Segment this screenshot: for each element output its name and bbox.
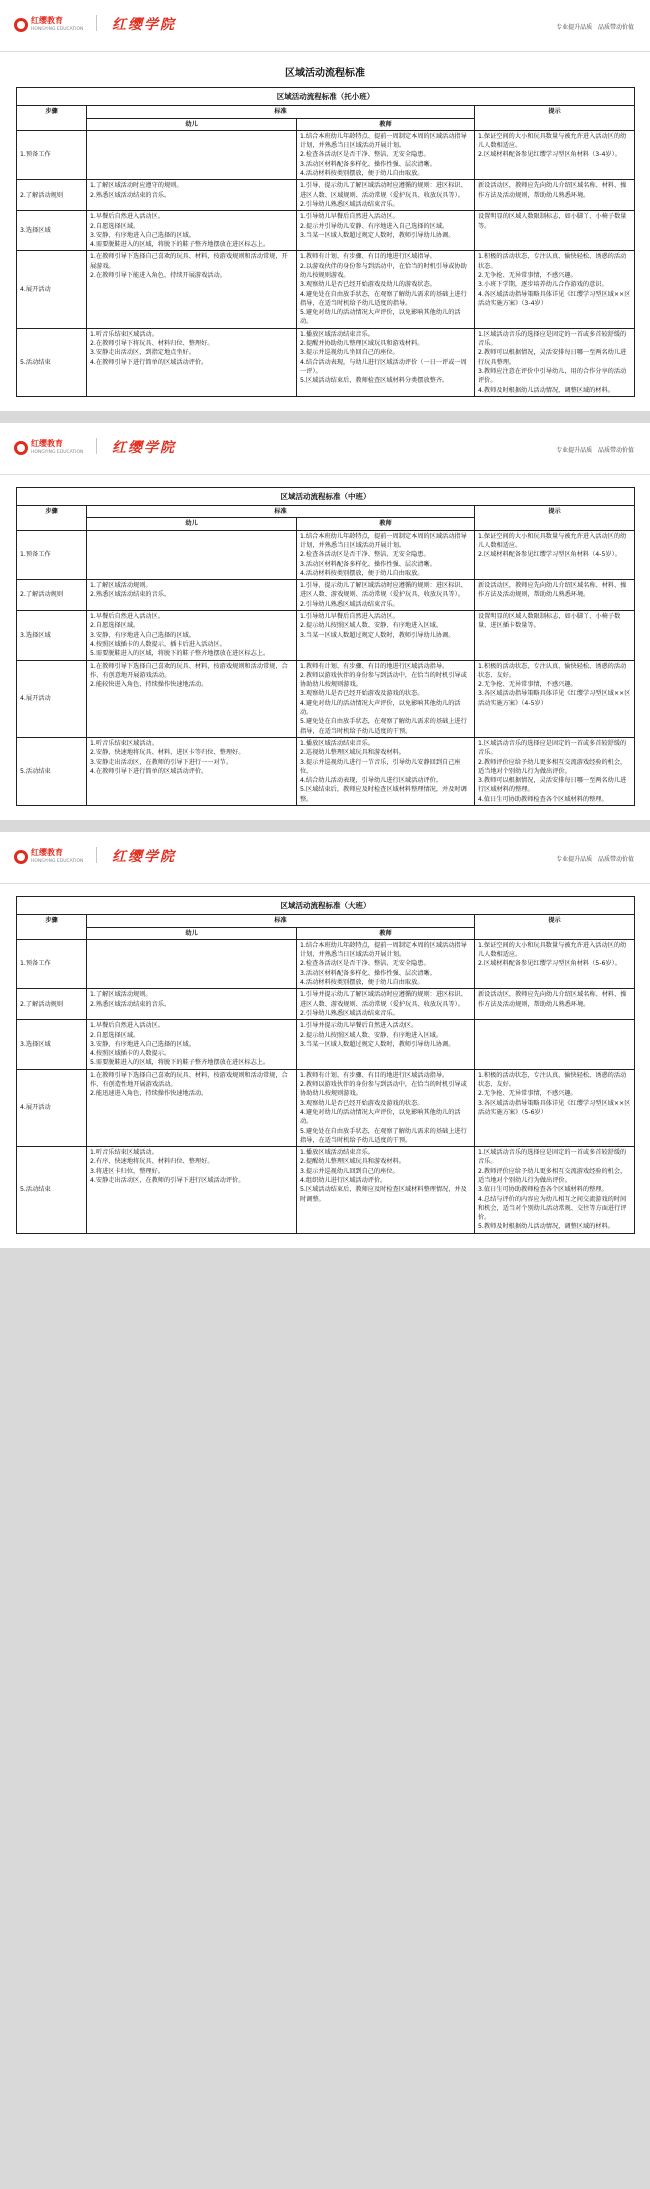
child-cell xyxy=(87,1147,297,1234)
step-cell: 2.了解活动规则 xyxy=(17,989,87,1020)
table-row xyxy=(17,580,635,611)
table-row xyxy=(17,180,635,211)
cell-line: 5.区域活动结束后，教师应及时检查区域材料整理情况，并及时调整。 xyxy=(300,1186,467,1203)
table-row xyxy=(17,251,635,328)
cell-line: 4.避免对幼儿的活动情况大声评价，以免影响其他幼儿的活动。 xyxy=(300,699,461,717)
cell-line: 3.当某一区域人数超过规定人数时，教师引导幼儿协调。 xyxy=(300,1040,455,1048)
cell-line: 2.教师以游戏伙伴的身份参与到活动中，在恰当的时机引导或协助幼儿按规则游戏。 xyxy=(300,1081,467,1098)
tip-cell xyxy=(475,180,635,211)
page-header xyxy=(0,423,650,475)
logo-mark-icon xyxy=(14,441,28,455)
cell-line: 1.积极的活动状态，专注认真、愉快轻松、诱惑的活动状态、友好。 xyxy=(478,662,627,679)
header-step: 步骤 xyxy=(17,106,87,131)
cell-line: 4.总结与评价的内容应为幼儿相互之间交流游戏的时间和机会，适当对个别幼儿活动常规、交往等方面进行评价。 xyxy=(478,1195,627,1222)
slogan: 专业提升品质 品质带动价值 xyxy=(556,24,634,31)
brand-name xyxy=(31,16,83,34)
cell-line: 1.在教师引导下选择自己喜欢的玩具、材料，按游戏规则和活动常规，合作、有创意地开展游戏活动。 xyxy=(90,662,288,679)
cell-line: 4.结合幼儿活动表现，引导幼儿进行区域活动评价。 xyxy=(300,777,443,785)
cell-line: 3.提示并巡视幼儿进行一节音乐，引导幼儿安静回到自己座位。 xyxy=(300,758,461,775)
cell-line: 2.区域材料配备参见红缨学习型区角材料（4-5岁）。 xyxy=(478,551,621,559)
cell-line: 2.教师可以根据情况，灵活安排每日哪一至两名幼儿进行玩具整理。 xyxy=(478,349,627,366)
cell-line: 3.活动区材料配备多样化、操作性强、层次清晰。 xyxy=(300,560,436,568)
child-cell xyxy=(87,251,297,328)
brand-name xyxy=(31,439,83,457)
table-row xyxy=(17,989,635,1020)
cell-line: 4.在教师引导下进行简单的区域活动评价。 xyxy=(90,767,208,775)
logo-mark-icon xyxy=(14,18,28,32)
logo-mark-icon xyxy=(14,850,28,864)
cell-line: 3.提示并巡视幼儿回到自己的座位。 xyxy=(300,1167,399,1175)
cell-line: 1.引导并提示幼儿了解区域活动时应遵循的规则：进区标识、进区人数、游戏规则、活动常规（爱护玩具、收放玩具等）。 xyxy=(300,991,467,1008)
slogan: 专业提升品质 品质带动价值 xyxy=(556,446,634,454)
step-cell: 5.活动结束 xyxy=(17,737,87,805)
table-caption: 区域活动流程标准（大班） xyxy=(17,897,635,915)
cell-line: 设置明显的区域人数限制标志，如小脚丫、小椅子数量、进区插卡数量等。 xyxy=(478,613,621,630)
cell-line: 3.将进区卡归位，整理好。 xyxy=(90,1167,164,1175)
cell-line: 3.教师可以根据情况，灵活安排每日哪一至两名幼儿进行区域材料的整理。 xyxy=(478,777,627,794)
cell-line: 2.无争抢、无异常事情，不感兴趣。 xyxy=(478,681,577,689)
table-caption: 区域活动流程标准（中班） xyxy=(17,487,635,505)
academy-name: 红缨学院 xyxy=(112,17,176,33)
cell-line: 4.教师及时根据幼儿活动情况，调整区域的材料。 xyxy=(478,386,614,394)
cell-line: 1.保证空间的大小和玩具数量与被允许进入活动区的幼儿人数相适应。 xyxy=(478,132,627,150)
child-cell xyxy=(87,1069,297,1146)
page-title: 区域活动流程标准 xyxy=(285,68,365,79)
header-child: 幼儿 xyxy=(87,518,297,530)
cell-line: 2.熟悉区域活动结束的音乐。 xyxy=(90,591,171,599)
cell-line: 1.了解区域活动规则。 xyxy=(90,991,152,999)
cell-line: 3.安静走出活动区，到指定地点坐好。 xyxy=(90,349,195,357)
cell-line: 1.在教师引导下选择自己喜欢的玩具、材料，按游戏规则和活动常规，开展游戏。 xyxy=(90,253,288,270)
logo-subtext: HONGYING EDUCATION xyxy=(31,449,84,455)
step-cell: 2.了解活动规则 xyxy=(17,180,87,211)
cell-line: 4.安静走出活动区，在教师的引导下进行区域活动评价。 xyxy=(90,1176,245,1184)
cell-line: 1.教师有计划、有步骤、有目的地进行区域指导。 xyxy=(300,253,436,261)
teacher-cell xyxy=(297,1069,475,1146)
tip-cell xyxy=(475,530,635,579)
step-cell: 3.选择区域 xyxy=(17,611,87,660)
cell-line: 2.熟悉区域活动结束的音乐。 xyxy=(90,191,171,199)
teacher-cell xyxy=(297,130,475,179)
cell-line: 4.避免处在自由放手状态，在观察了解幼儿需求的基础上进行指导，在适当时机给予幼儿适度的指导。 xyxy=(300,290,467,307)
cell-line: 2.检查各活动区是否干净、整洁、无安全隐患。 xyxy=(300,151,430,159)
cell-line: 4.在教师引导下进行简单的区域活动评价。 xyxy=(90,358,208,366)
cell-line: 2.提示幼儿按照区域人数、安静、有序地进入区域。 xyxy=(300,622,443,630)
table-row xyxy=(17,328,635,396)
cell-line: 1.保证空间的大小和玩具数量与被允许进入活动区的幼儿人数相适应。 xyxy=(478,532,627,549)
step-cell: 4.展开活动 xyxy=(17,1069,87,1146)
cell-line: 新设活动区，教师应先向幼儿介绍区域名称、材料、操作方法及活动规则，帮助幼儿熟悉环境。 xyxy=(478,182,627,199)
cell-line: 4.按照区域插卡的人数提示。 xyxy=(90,1050,171,1058)
table-row xyxy=(17,660,635,737)
teacher-cell xyxy=(297,737,475,805)
cell-line: 2.安静、快速地将玩具、材料、进区卡等归位、整理好。 xyxy=(90,749,245,757)
cell-line: 5.需要脱鞋进入的区域，将脱下的鞋子整齐地摆放在进区标志上。 xyxy=(90,1059,270,1067)
process-table xyxy=(16,487,635,806)
cell-line: 3.活动区材料配备多样化、操作性强、层次清晰。 xyxy=(300,160,436,168)
cell-line: 5.区域活动结束后，教师检查区域材料分类摆放整齐。 xyxy=(300,377,449,385)
table-row xyxy=(17,1147,635,1234)
cell-line: 1.教师有计划、有步骤、有目的地进行区域活动指导。 xyxy=(300,662,449,670)
table-row xyxy=(17,611,635,660)
cell-line: 1.早餐后自然进入活动区。 xyxy=(90,213,164,221)
step-cell: 5.活动结束 xyxy=(17,328,87,396)
cell-line: 2.教师评价应给予幼儿更多相互交流游戏经验的机会，适当地对个别幼儿行为做出评价。 xyxy=(478,1167,627,1184)
tip-cell xyxy=(475,611,635,660)
header-child: 幼儿 xyxy=(87,118,297,130)
logo-subtext: HONGYING EDUCATION xyxy=(31,859,84,865)
cell-line: 2.有序、快速地将玩具、材料归位、整理好。 xyxy=(90,1158,214,1166)
logo-text: 红缨教育 xyxy=(31,16,63,25)
cell-line: 1.早餐后自然进入活动区。 xyxy=(90,613,164,621)
logo-text: 红缨教育 xyxy=(31,438,63,448)
cell-line: 3.教师应注意在评价中引导幼儿，用的合作分享的活动评价。 xyxy=(478,367,627,385)
teacher-cell xyxy=(297,660,475,737)
header-tip: 提示 xyxy=(475,106,635,131)
page xyxy=(0,832,650,1248)
cell-line: 1.听音乐结束区域活动。 xyxy=(90,1149,158,1157)
header-standard: 标准 xyxy=(87,106,475,118)
cell-line: 1.积极的活动状态，专注认真、愉快轻松、诱惑的活动状态。 xyxy=(478,253,627,270)
cell-line: 3.活动区材料配备多样化、操作性强、层次清晰。 xyxy=(300,969,436,977)
child-cell xyxy=(87,180,297,211)
cell-line: 1.了解区域活动时应遵守的规则。 xyxy=(90,182,183,190)
teacher-cell xyxy=(297,939,475,988)
teacher-cell xyxy=(297,328,475,396)
page-gap xyxy=(0,411,650,423)
table-row xyxy=(17,130,635,179)
step-cell: 5.活动结束 xyxy=(17,1147,87,1234)
cell-line: 2.检查各活动区是否干净、整洁、无安全隐患。 xyxy=(300,960,430,968)
cell-line: 3.观察幼儿是否已经开始游戏及游戏的状态。 xyxy=(300,1099,424,1107)
header-teacher: 教师 xyxy=(297,518,475,530)
table-row xyxy=(17,939,635,988)
header-child: 幼儿 xyxy=(87,927,297,939)
cell-line: 4.组织幼儿进行区域活动评价。 xyxy=(300,1176,387,1184)
logo-subtext: HONGYING EDUCATION xyxy=(31,27,84,32)
cell-line: 3.当某一区域人数超过规定人数时，教师引导幼儿协调。 xyxy=(300,231,455,239)
cell-line: 3.小班下学期，逐步培养幼儿合作游戏的意识。 xyxy=(478,281,608,289)
cell-line: 5.需要脱鞋进入的区域，将脱下的鞋子整齐地摆放在进区标志上。 xyxy=(90,650,270,658)
divider xyxy=(96,847,97,863)
cell-line: 3.观察幼儿是否已经开始游戏及游戏的状态。 xyxy=(300,690,424,698)
tip-cell xyxy=(475,660,635,737)
brand-logo xyxy=(14,846,83,868)
teacher-cell xyxy=(297,580,475,611)
cell-line: 1.结合本班幼儿年龄特点、提前一周制定本周的区域活动指导计划，并熟悉当日区域活动开展计划。 xyxy=(300,132,467,150)
teacher-cell xyxy=(297,1147,475,1234)
cell-line: 设置明显的区域人数限制标志，如小脚丫、小椅子数量等。 xyxy=(478,213,627,230)
cell-line: 4.各区域活动指导策略具体详见《红缨学习型区域××区活动实施方案》（3-4岁） xyxy=(478,290,631,307)
cell-line: 1.听音乐结束区域活动。 xyxy=(90,739,158,747)
child-cell xyxy=(87,939,297,988)
header-teacher: 教师 xyxy=(297,927,475,939)
header-teacher: 教师 xyxy=(297,118,475,130)
brand-name xyxy=(31,848,83,866)
header-tip: 提示 xyxy=(475,915,635,940)
child-cell xyxy=(87,211,297,251)
cell-line: 5.避免处在自由放手状态，在观察了解幼儿需求的基础上进行指导，在适当时机给予幼儿适度的干预。 xyxy=(300,1127,467,1144)
cell-line: 1.引导、提示幼儿了解区域活动时应遵循的规则：进区标识、进区人数、区域规则、活动常规（爱护玩具、收放玩具等）。 xyxy=(300,182,467,199)
step-cell: 4.展开活动 xyxy=(17,660,87,737)
teacher-cell xyxy=(297,611,475,660)
cell-line: 2.无争抢、无异常事情，不感兴趣。 xyxy=(478,1090,577,1098)
cell-line: 1.播放区域活动结束音乐。 xyxy=(300,739,374,747)
brand-logo xyxy=(14,437,83,459)
cell-line: 4.活动材料按类别摆放，便于幼儿自由取放。 xyxy=(300,979,424,987)
cell-line: 3.各区域活动指导策略具体详见《红缨学习型区域××区活动实施方案》（4-5岁） xyxy=(478,690,631,707)
tip-cell xyxy=(475,251,635,328)
step-cell: 2.了解活动规则 xyxy=(17,580,87,611)
child-cell xyxy=(87,530,297,579)
cell-line: 2.提示并引导幼儿安静、有序地进入自己选择的区域。 xyxy=(300,222,449,230)
step-cell: 1.预备工作 xyxy=(17,130,87,179)
cell-line: 2.提示幼儿按照区域人数、安静、有序地进入区域。 xyxy=(300,1031,443,1039)
teacher-cell xyxy=(297,251,475,328)
child-cell xyxy=(87,580,297,611)
cell-line: 5.区域结束后，教师应及时检查区域材料整理情况，并及时调整。 xyxy=(300,786,467,803)
cell-line: 3.安静、有序地进入自己选择的区域。 xyxy=(90,631,195,639)
cell-line: 3.当某一区域人数超过规定人数时，教师引导幼儿协调。 xyxy=(300,631,455,639)
header-step: 步骤 xyxy=(17,915,87,940)
cell-line: 1.引导幼儿早餐后自然进入活动区。 xyxy=(300,213,399,221)
cell-line: 1.结合本班幼儿年龄特点，提前一周制定本周的区域活动指导计划，并熟悉当日区域活动开展计划。 xyxy=(300,532,467,549)
tip-cell xyxy=(475,939,635,988)
header-step: 步骤 xyxy=(17,506,87,531)
tip-cell xyxy=(475,328,635,396)
brand-logo xyxy=(14,14,83,36)
teacher-cell xyxy=(297,989,475,1020)
cell-line: 1.引导并提示幼儿早餐后自然进入活动区。 xyxy=(300,1022,418,1030)
academy-name: 红缨学院 xyxy=(112,849,176,866)
cell-line: 2.能较快进入角色，持续操作快速地活动。 xyxy=(90,681,208,689)
cell-line: 2.引导幼儿熟悉区域活动结束音乐。 xyxy=(300,1009,399,1017)
step-cell: 1.预备工作 xyxy=(17,530,87,579)
cell-line: 1.播放区域活动结束音乐。 xyxy=(300,330,374,338)
cell-line: 4.避免对幼儿的活动情况大声评价，以免影响其他幼儿的活动。 xyxy=(300,1108,461,1126)
cell-line: 1.区域活动音乐的选择应是固定的一首或多首较舒缓的音乐。 xyxy=(478,1149,627,1166)
process-table xyxy=(16,87,635,397)
cell-line: 4.值日生可协助教师检查各个区域材料的整理。 xyxy=(478,795,608,803)
cell-line: 1.区域活动音乐的选择应是固定的一首或多首较舒缓的音乐。 xyxy=(478,330,627,348)
child-cell xyxy=(87,328,297,396)
cell-line: 2.自愿选择区域。 xyxy=(90,222,140,230)
academy-name: 红缨学院 xyxy=(112,439,176,456)
tip-cell xyxy=(475,130,635,179)
cell-line: 1.早餐后自然进入活动区。 xyxy=(90,1022,164,1030)
divider xyxy=(96,15,97,31)
cell-line: 2.自愿选择区域。 xyxy=(90,622,140,630)
table-row xyxy=(17,530,635,579)
header-standard: 标准 xyxy=(87,506,475,518)
cell-line: 1.积极的活动状态，专注认真、愉快轻松、诱惑的活动状态、友好。 xyxy=(478,1071,627,1089)
tip-cell xyxy=(475,1020,635,1069)
table-row xyxy=(17,211,635,251)
cell-line: 1.了解区域活动规则。 xyxy=(90,582,152,590)
process-table xyxy=(16,896,635,1234)
tip-cell xyxy=(475,737,635,805)
cell-line: 2.熟悉区域活动结束的音乐。 xyxy=(90,1000,171,1008)
cell-line: 2.巡视幼儿整理区域玩具和游戏材料。 xyxy=(300,749,405,757)
header-tip: 提示 xyxy=(475,506,635,531)
cell-line: 4.活动材料按类别摆放，便于幼儿自由取放。 xyxy=(300,170,424,178)
cell-line: 2.以游戏伙伴的身份参与到活动中，在恰当的时机引导或协助幼儿按规则游戏。 xyxy=(300,262,467,279)
cell-line: 2.能迅速进入角色，持续操作快速地活动。 xyxy=(90,1090,208,1098)
cell-line: 4.需要脱鞋进入的区域，将脱下的鞋子整齐地摆放在进区标志上。 xyxy=(90,241,270,249)
teacher-cell xyxy=(297,211,475,251)
child-cell xyxy=(87,989,297,1020)
table-row xyxy=(17,737,635,805)
step-cell: 3.选择区域 xyxy=(17,211,87,251)
cell-line: 新设活动区，教师应先向幼儿介绍区域名称、材料、操作方法及活动规则，帮助幼儿熟悉环境。 xyxy=(478,582,627,599)
table-row xyxy=(17,1069,635,1146)
tip-cell xyxy=(475,1069,635,1146)
cell-line: 3.提示并巡视幼儿坐回自己的座位。 xyxy=(300,349,399,357)
table-row xyxy=(17,1020,635,1069)
cell-line: 5.避免处在自由放手状态，在观察了解幼儿需求的基础上进行指导，在适当时机给予幼儿适度的干预。 xyxy=(300,718,467,735)
cell-line: 新设活动区，教师应先向幼儿介绍区域名称、材料、操作方法及活动规则，帮助幼儿熟悉环境。 xyxy=(478,991,627,1008)
cell-line: 1.区域活动音乐的选择应是固定的一首或多首较舒缓的音乐。 xyxy=(478,739,627,757)
child-cell xyxy=(87,1020,297,1069)
cell-line: 4.按照区域插卡的人数提示，插卡后进入活动区。 xyxy=(90,640,226,648)
cell-line: 2.区域材料配备参见红缨学习型区角材料（3-4岁）。 xyxy=(478,151,621,159)
tip-cell xyxy=(475,211,635,251)
cell-line: 2.自愿选择区域。 xyxy=(90,1031,140,1039)
child-cell xyxy=(87,130,297,179)
page-header xyxy=(0,832,650,884)
cell-line: 4.活动材料按类别摆放，便于幼儿自由取放。 xyxy=(300,569,424,577)
cell-line: 1.保证空间的大小和玩具数量与被允许进入活动区的幼儿人数相适应。 xyxy=(478,941,627,959)
logo-text: 红缨教育 xyxy=(31,848,63,858)
cell-line: 4.结合活动表现，与幼儿进行区域活动评价（一日一评或一周一评）。 xyxy=(300,358,467,375)
tip-cell xyxy=(475,580,635,611)
cell-line: 1.在教师引导下选择自己喜欢的玩具、材料，按游戏规则和活动常规，合作、有创造性地开展游戏活动。 xyxy=(90,1071,288,1089)
child-cell xyxy=(87,660,297,737)
cell-line: 3.各区域活动指导策略具体详见《红缨学习型区域××区活动实施方案》（5-6岁） xyxy=(478,1099,631,1116)
tip-cell xyxy=(475,1147,635,1234)
tip-cell xyxy=(475,989,635,1020)
cell-line: 3.安静、有序地进入自己选择的区域。 xyxy=(90,1040,195,1048)
cell-line: 1.引导幼儿早餐后自然进入活动区。 xyxy=(300,613,399,621)
cell-line: 2.引导幼儿熟悉区域活动结束音乐。 xyxy=(300,600,399,608)
cell-line: 1.播放区域活动结束音乐。 xyxy=(300,1149,374,1157)
header-standard: 标准 xyxy=(87,915,475,927)
cell-line: 2.区域材料配备参见红缨学习型区角材料（5-6岁）。 xyxy=(478,960,621,968)
step-cell: 3.选择区域 xyxy=(17,1020,87,1069)
cell-line: 3.值日生可协助教师检查各个区域材料的整理。 xyxy=(478,1186,608,1194)
page-gap xyxy=(0,820,650,832)
teacher-cell xyxy=(297,530,475,579)
page-header xyxy=(0,0,650,52)
page xyxy=(0,423,650,820)
teacher-cell xyxy=(297,1020,475,1069)
cell-line: 1.教师有计划、有步骤、有目的地进行区域活动指导。 xyxy=(300,1071,449,1079)
page xyxy=(0,0,650,411)
cell-line: 2.在教师引导下能进入角色，持续开展游戏活动。 xyxy=(90,272,226,279)
cell-line: 3.观察幼儿是否已经开始游戏及幼儿的游戏状态。 xyxy=(300,281,436,289)
cell-line: 2.教师以游戏伙伴的身份参与到活动中，在恰当的时机引导或协助幼儿按规则游戏。 xyxy=(300,671,467,689)
table-caption: 区域活动流程标准（托小班） xyxy=(17,88,635,106)
divider xyxy=(96,438,97,454)
cell-line: 2.提醒并协助幼儿整理区域玩具和游戏材料。 xyxy=(300,340,424,348)
cell-line: 2.提醒幼儿整理区域玩具和游戏材料。 xyxy=(300,1158,405,1166)
cell-line: 3.安静、有序地进入自己选择的区域。 xyxy=(90,231,195,239)
teacher-cell xyxy=(297,180,475,211)
cell-line: 5.教师及时根据幼儿活动情况，调整区域的材料。 xyxy=(478,1223,614,1231)
child-cell xyxy=(87,611,297,660)
child-cell xyxy=(87,737,297,805)
cell-line: 2.引导幼儿熟悉区域活动结束音乐。 xyxy=(300,200,399,208)
cell-line: 1.引导、提示幼儿了解区域活动时应遵循的规则：进区标识、进区人数、游戏规则、活动常规（爱护玩具、收放玩具等）。 xyxy=(300,582,467,599)
step-cell: 4.展开活动 xyxy=(17,251,87,328)
cell-line: 1.结合本班幼儿年龄特点，提前一周制定本周的区域活动指导计划，并熟悉当日区域活动开展计划。 xyxy=(300,941,467,959)
slogan: 专业提升品质 品质带动价值 xyxy=(556,856,634,864)
cell-line: 2.检查各活动区是否干净、整洁、无安全隐患。 xyxy=(300,551,430,559)
cell-line: 2.在教师引导下将玩具、材料归位、整理好。 xyxy=(90,340,214,348)
cell-line: 2.无争抢、无异常事情，不感兴趣。 xyxy=(478,272,577,279)
step-cell: 1.预备工作 xyxy=(17,939,87,988)
cell-line: 3.安静走出活动区，在教师的引导下进行一一对节。 xyxy=(90,758,233,766)
cell-line: 1.听音乐结束区域活动。 xyxy=(90,330,158,338)
cell-line: 2.教师评价应给予幼儿更多相互交流游戏经验的机会，适当地对个别幼儿行为做出评价。 xyxy=(478,758,627,775)
cell-line: 5.避免对幼儿的活动情况大声评价，以免影响其他幼儿的活动。 xyxy=(300,309,461,326)
